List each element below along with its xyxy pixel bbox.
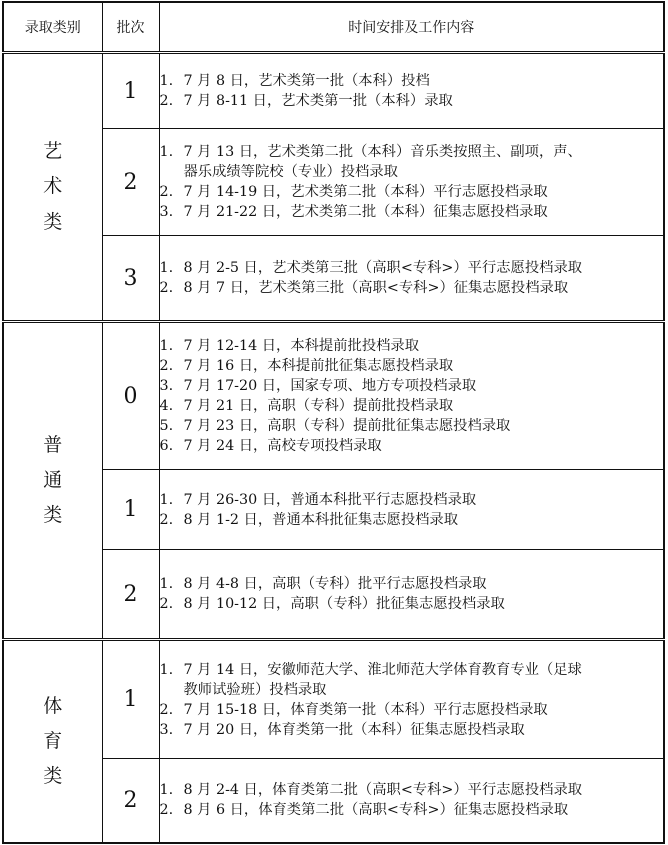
table-row [3,640,664,759]
content-cell [159,322,664,470]
batch-cell: 1 [102,470,159,550]
item-text: 7 月 21 日，高职（专科）提前批投档录取 [183,398,454,414]
item-number: 1. [159,144,174,160]
category-name [43,689,62,794]
header-category: 录取类别 [3,2,102,53]
item-text: 7 月 15-18 日，体育类第一批（本科）平行志愿投档录取 [183,701,548,718]
item-text: 7 月 26-30 日，普通本科批平行志愿投档录取 [183,491,477,508]
item-text: 8 月 10-12 日，高职（专科）批征集志愿投档录取 [183,596,505,612]
item-text: 8 月 4-8 日，高职（专科）批平行志愿投档录取 [183,576,487,592]
item-text: 7 月 12-14 日，本科提前批投档录取 [183,338,420,354]
item-number: 1. [159,73,174,89]
admission-schedule-table [2,1,665,844]
category-cell [3,322,102,640]
batch-cell: 0 [102,322,159,470]
item-number: 2. [159,93,174,109]
item-text: 7 月 17-20 日，国家专项、地方专项投档录取 [183,378,477,394]
content-cell [159,53,664,129]
header-batch: 批次 [102,2,159,53]
list-item [160,416,664,436]
item-number: 3. [159,204,174,220]
item-number: 2. [159,802,174,819]
list-item [160,510,664,530]
list-item [160,700,664,720]
content-cell [159,470,664,550]
table-row [3,53,664,129]
batch-cell: 3 [102,236,159,322]
batch-cell: 1 [102,53,159,129]
list-item [160,278,664,298]
table-row [3,759,664,843]
list-item [160,182,664,202]
category-name [43,134,62,239]
list-item [160,436,664,456]
item-number: 1. [159,491,174,508]
list-item [160,396,664,416]
list-item [160,202,664,222]
list-item [160,376,664,396]
item-number: 2. [159,511,174,528]
item-number: 2. [159,184,174,200]
item-text: 7 月 23 日，高职（专科）提前批征集志愿投档录取 [183,418,511,434]
item-text: 8 月 2-5 日，艺术类第三批（高职<专科>）平行志愿投档录取 [183,260,583,276]
item-text: 7 月 14 日，安徽师范大学、淮北师范大学体育教育专业（足球 [183,661,582,678]
list-item [160,336,664,356]
table-row [3,470,664,550]
category-char: 育 [43,729,63,752]
item-text: 7 月 8 日，艺术类第一批（本科）投档 [183,73,430,89]
item-number: 2. [159,280,174,296]
content-cell [159,129,664,236]
item-number: 1. [159,260,174,276]
content-cell [159,759,664,843]
category-char: 体 [43,694,63,717]
item-number: 1. [159,661,174,678]
item-number: 2. [159,596,174,612]
item-text: 7 月 21-22 日，艺术类第二批（本科）征集志愿投档录取 [183,204,548,220]
table-body [3,53,664,843]
batch-cell: 1 [102,640,159,759]
list-item [160,594,664,614]
item-number: 6. [159,438,174,454]
list-item [160,720,664,740]
batch-cell: 2 [102,129,159,236]
category-char: 普 [43,433,63,456]
category-cell [3,640,102,843]
item-number: 5. [159,418,174,434]
item-text: 8 月 1-2 日，普通本科批征集志愿投档录取 [183,511,459,528]
category-char: 术 [43,175,63,198]
list-item [160,91,664,111]
item-number: 2. [159,701,174,718]
item-text: 7 月 20 日，体育类第一批（本科）征集志愿投档录取 [183,721,525,738]
header-content: 时间安排及工作内容 [159,2,664,53]
table-row [3,129,664,236]
item-number: 3. [159,721,174,738]
item-number: 3. [159,378,174,394]
item-number: 4. [159,398,174,414]
category-cell [3,53,102,322]
list-item [160,71,664,91]
item-text: 8 月 6 日，体育类第二批（高职<专科>）征集志愿投档录取 [183,802,569,819]
category-name [43,428,62,533]
list-item [160,356,664,376]
item-number: 1. [159,576,174,592]
item-text: 7 月 14-19 日，艺术类第二批（本科）平行志愿投档录取 [183,184,548,200]
item-text: 7 月 16 日，本科提前批征集志愿投档录取 [183,358,454,374]
header-row [3,2,664,53]
item-number: 1. [159,782,174,799]
list-item [160,258,664,278]
content-cell [159,550,664,640]
item-text-continued: 教师试验班）投档录取 [183,681,327,698]
list-item [160,574,664,594]
item-number: 1. [159,338,174,354]
list-item [160,800,664,820]
table-row [3,322,664,470]
list-item [160,660,664,680]
category-char: 类 [43,504,63,527]
list-item [160,142,664,162]
table-row [3,550,664,640]
item-text: 7 月 13 日，艺术类第二批（本科）音乐类按照主、副项，声、 [183,144,582,160]
content-cell [159,236,664,322]
list-item [160,490,664,510]
item-text-continued: 器乐成绩等院校（专业）投档录取 [183,164,398,180]
item-text: 7 月 8-11 日，艺术类第一批（本科）录取 [183,93,453,109]
item-text: 8 月 2-4 日，体育类第二批（高职<专科>）平行志愿投档录取 [183,782,583,799]
category-char: 通 [43,468,63,491]
list-item [160,780,664,800]
item-text: 8 月 7 日，艺术类第三批（高职<专科>）征集志愿投档录取 [183,280,569,296]
batch-cell: 2 [102,550,159,640]
item-text: 7 月 24 日，高校专项投档录取 [183,438,382,454]
batch-cell: 2 [102,759,159,843]
item-number: 2. [159,358,174,374]
category-char: 艺 [43,140,63,163]
content-cell [159,640,664,759]
category-char: 类 [43,210,63,233]
category-char: 类 [43,764,63,787]
table-row [3,236,664,322]
